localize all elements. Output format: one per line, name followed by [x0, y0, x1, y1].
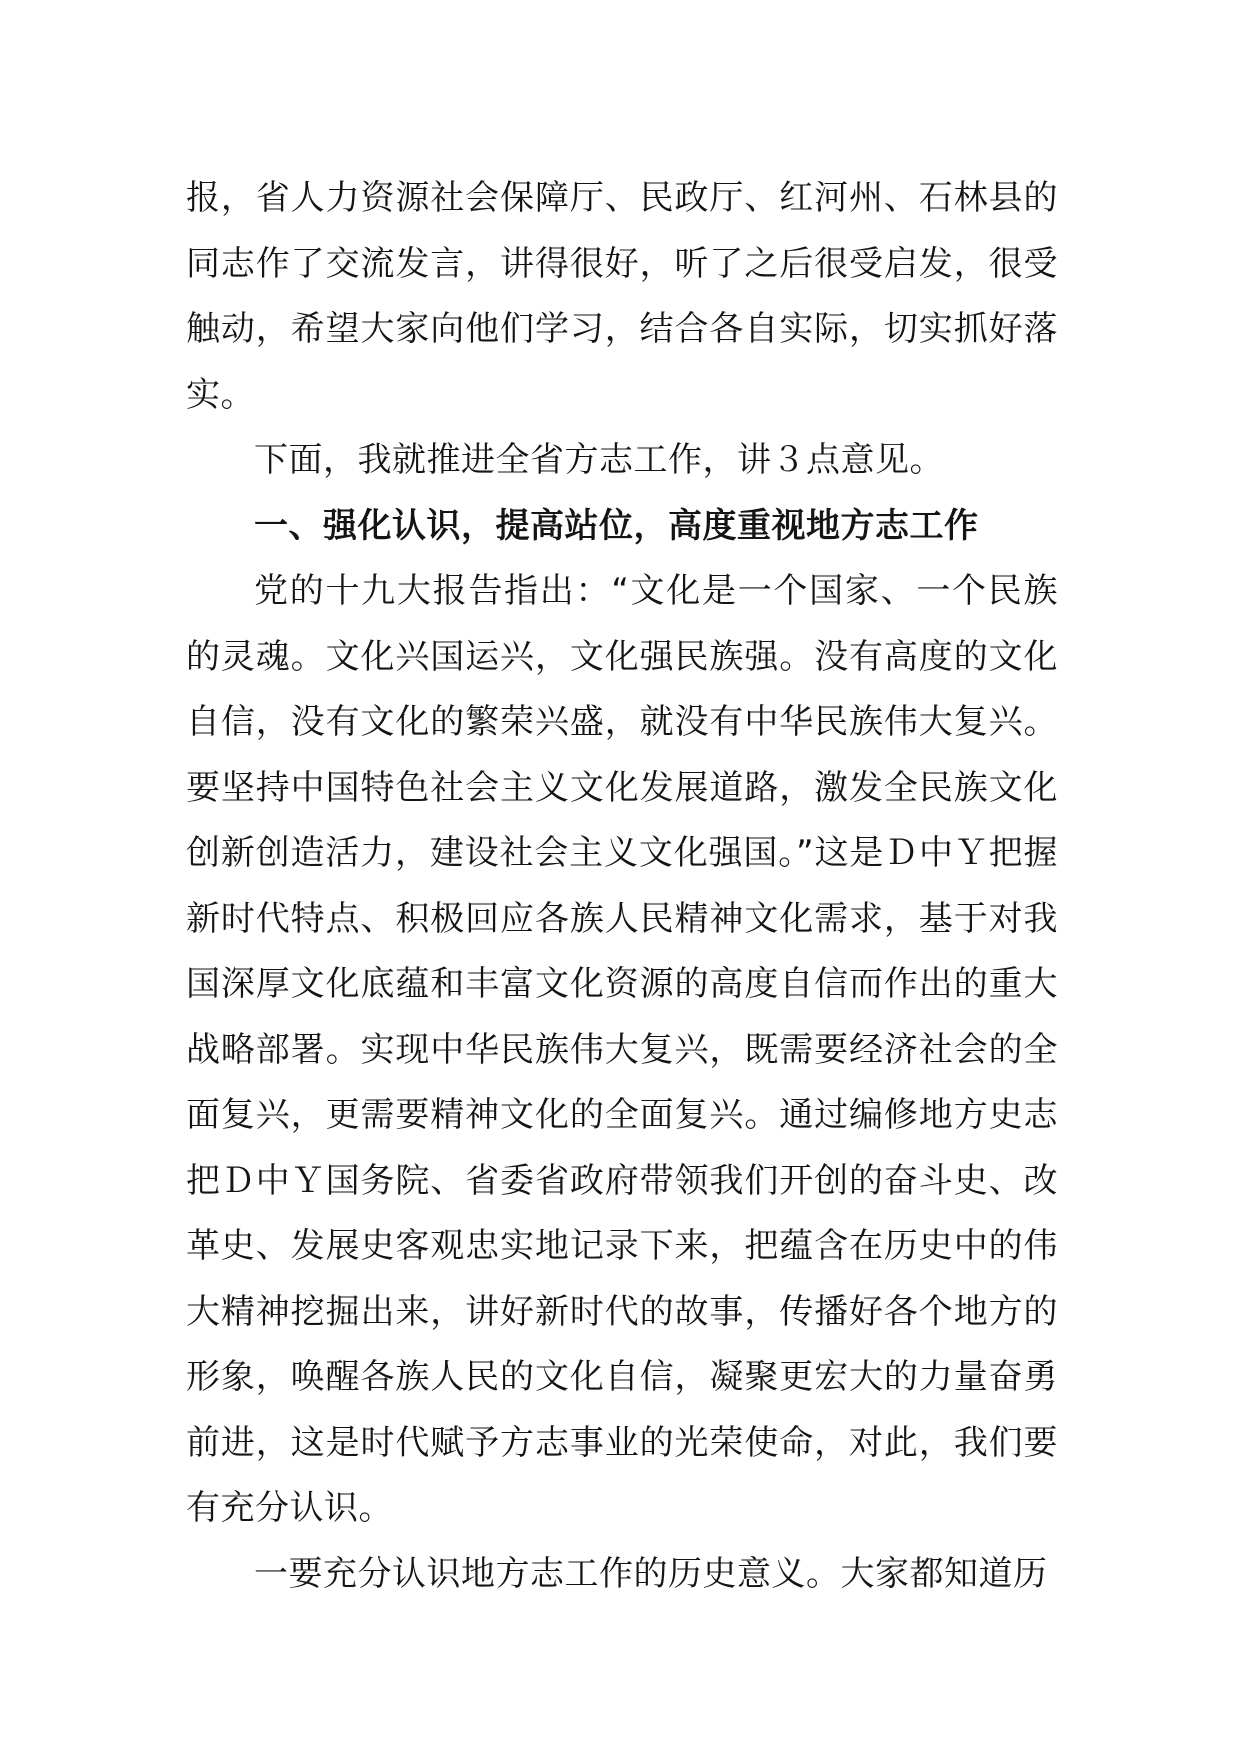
section-heading: 一、强化认识，提高站位，高度重视地方志工作: [254, 505, 979, 546]
document-page: [186, 166, 1058, 1607]
paragraph-point-one: 一要充分认识地方志工作的历史意义。大家都知道历: [254, 1553, 1048, 1594]
paragraph-body: 党的十九大报告指出：“文化是一个国家、一个民族的灵魂。文化兴国运兴，文化强民族强。没有高度的文化自信，没有文化的繁荣兴盛，就没有中华民族伟大复兴。要坚持中国特色社会主义文化发展道路，激发全民族文化创新创造活力，建设社会主义文化强国。”这是Ｄ中Ｙ把握新时代特点、积极回应各族人民精神文化需求，基于对我国深厚文化底蕴和丰富文化资源的高度自信而作出的重大战略部署。实现中华民族伟大复兴，既需要经济社会的全面复兴，更需要精神文化的全面复兴。通过编修地方史志把Ｄ中Ｙ国务院、省委省政府带领我们开创的奋斗史、改革史、发展史客观忠实地记录下来，把蕴含在历史中的伟大精神挖掘出来，讲好新时代的故事，传播好各个地方的形象，唤醒各族人民的文化自信，凝聚更宏大的力量奋勇前进，这是时代赋予方志事业的光荣使命，对此，我们要有充分认识。: [186, 571, 1058, 1528]
paragraph-continuation: 报，省人力资源社会保障厅、民政厅、红河州、石林县的同志作了交流发言，讲得很好，听了之后很受启发，很受触动，希望大家向他们学习，结合各自实际，切实抓好落实。: [186, 178, 1058, 415]
paragraph-intro: 下面，我就推进全省方志工作，讲３点意见。: [254, 440, 944, 480]
